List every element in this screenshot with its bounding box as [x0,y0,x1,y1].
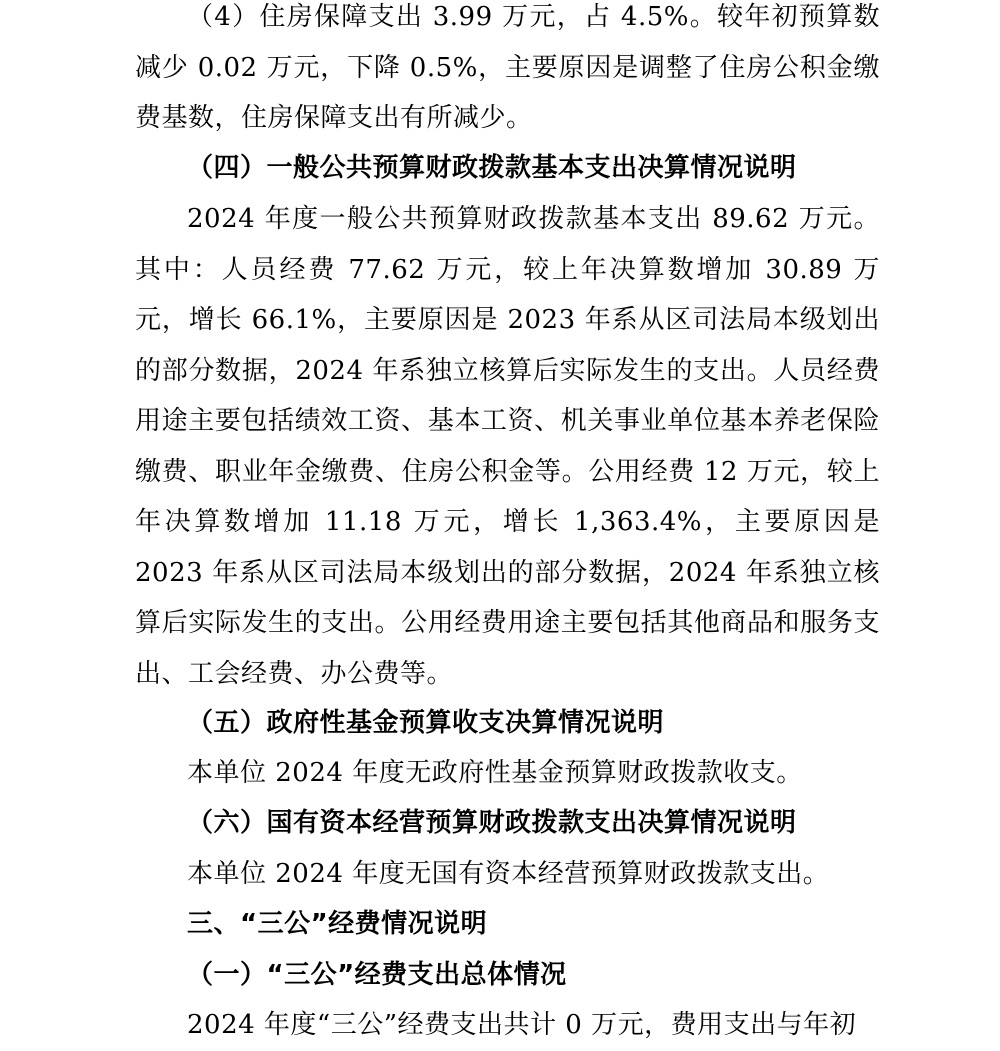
paragraph-basic-expense: 2024 年度一般公共预算财政拨款基本支出 89.62 万元。其中：人员经费 77.62 万元，较上年决算数增加 30.89 万元，增长 66.1%，主要原因是 2023 年系从区司法局本级划出的部分数据，2024 年系独立核算后实际发生的支出。人员经费用途主要包括绩效工资、基本工资、机关事业单位基本养老保险缴费、职业年金缴费、住房公积金等。公用经费 12 万元，较上年决算数增加 11.18 万元，增长 1,363.4%，主要原因是 2023 年系从区司法局本级划出的部分数据，2024 年系独立核算后实际发生的支出。公用经费用途主要包括其他商品和服务支出、工会经费、办公费等。 [135,204,880,689]
heading-three-public-overall: （一）“三公”经费支出总体情况 [187,960,567,990]
paragraph-three-public-overall: 2024 年度“三公”经费支出共计 0 万元，费用支出与年初 [187,1010,857,1040]
heading-three-public-expenses: 三、“三公”经费情况说明 [187,909,488,939]
paragraph-housing-expense: （4）住房保障支出 3.99 万元，占 4.5%。较年初预算数减少 0.02 万元，下降 0.5%，主要原因是调整了住房公积金缴费基数，住房保障支出有所减少。 [135,2,880,133]
heading-gov-fund-budget: （五）政府性基金预算收支决算情况说明 [187,708,665,738]
heading-state-capital-budget: （六）国有资本经营预算财政拨款支出决算情况说明 [187,808,797,838]
paragraph-gov-fund-budget: 本单位 2024 年度无政府性基金预算财政拨款收支。 [187,758,803,788]
paragraph-state-capital-budget: 本单位 2024 年度无国有资本经营预算财政拨款支出。 [187,859,830,889]
heading-basic-expense: （四）一般公共预算财政拨款基本支出决算情况说明 [187,153,797,183]
